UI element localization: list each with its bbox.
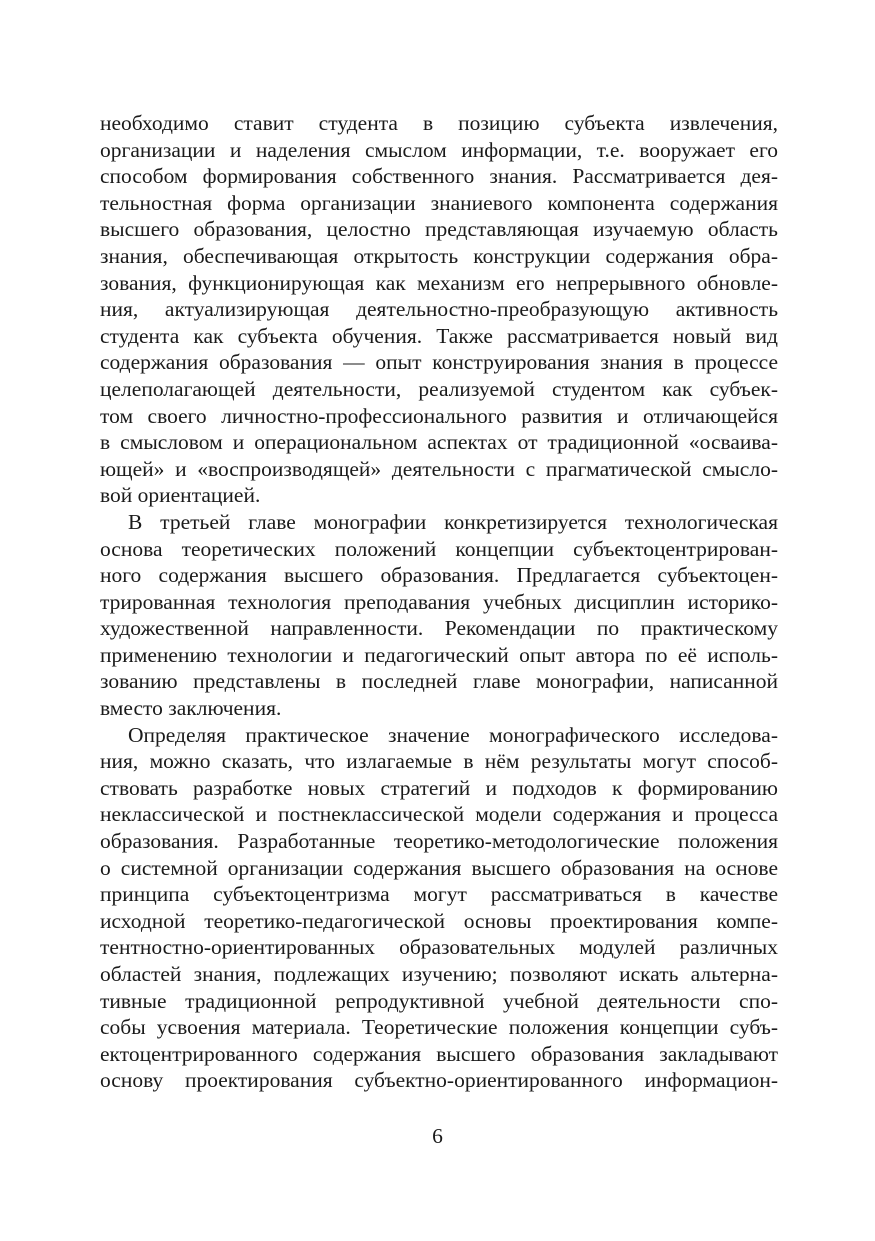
text-line: тентностно-ориентированных образовательных модулей различных xyxy=(100,935,778,960)
text-line: Определяя практическое значение монографического исследова- xyxy=(128,722,778,747)
text-line: собы усвоения материала. Теоретические положения концепции субъ- xyxy=(100,1015,778,1040)
text-line: основа теоретических положений концепции субъектоцентрирован- xyxy=(100,536,778,561)
text-line: зованию представлены в последней главе монографии, написанной xyxy=(100,669,778,694)
text-line: ствовать разработке новых стратегий и подходов к формированию xyxy=(100,775,778,800)
text-line: содержания образования — опыт конструирования знания в процессе xyxy=(100,350,778,375)
text-line: о системной организации содержания высшего образования на основе xyxy=(100,855,778,880)
text-line: целеполагающей деятельности, реализуемой студентом как субъек- xyxy=(100,376,778,401)
text-line: том своего личностно-профессионального развития и отличающейся xyxy=(100,403,778,428)
text-line: областей знания, подлежащих изучению; позволяют искать альтерна- xyxy=(100,962,778,986)
text-line: знания, обеспечивающая открытость конструкции содержания обра- xyxy=(100,243,778,268)
text-line: тивные традиционной репродуктивной учебной деятельности спо- xyxy=(100,988,778,1013)
text-line: ющей» и «воспроизводящей» деятельности с прагматической смысло- xyxy=(100,456,778,481)
text-line: способом формирования собственного знания. Рассматривается дея- xyxy=(100,164,778,189)
paragraph-1 xyxy=(100,110,778,509)
text-line: основу проектирования субъектно-ориентированного информацион- xyxy=(100,1068,778,1093)
text-line: зования, функционирующая как механизм его непрерывного обновле- xyxy=(100,270,778,295)
text-line: необходимо ставит студента в позицию субъекта извлечения, xyxy=(100,111,778,135)
text-line: высшего образования, целостно представляющая изучаемую область xyxy=(100,217,778,242)
text-line: студента как субъекта обучения. Также рассматривается новый вид xyxy=(100,323,778,348)
page-number: 6 xyxy=(432,1124,443,1148)
paragraph-2 xyxy=(100,509,778,722)
text-line: исходной теоретико-педагогической основы проектирования компе- xyxy=(100,908,778,933)
text-line: ния, актуализирующая деятельностно-преобразующую активность xyxy=(100,297,778,322)
text-line: применению технологии и педагогический опыт автора по её исполь- xyxy=(100,642,778,667)
text-line: художественной направленности. Рекомендации по практическому xyxy=(100,616,778,641)
body-text xyxy=(100,110,778,1094)
text-line: ния, можно сказать, что излагаемые в нём результаты могут способ- xyxy=(100,749,778,774)
text-line: организации и наделения смыслом информации, т.е. вооружает его xyxy=(100,137,778,162)
text-line: ектоцентрированного содержания высшего образования закладывают xyxy=(100,1041,778,1066)
text-line: вместо заключения. xyxy=(100,696,282,721)
text-line: в смысловом и операциональном аспектах от традиционной «осваива- xyxy=(100,430,778,455)
text-line: трированная технология преподавания учебных дисциплин историко- xyxy=(100,589,778,614)
text-line: В третьей главе монографии конкретизируется технологическая xyxy=(128,509,778,534)
text-line: образования. Разработанные теоретико-методологические положения xyxy=(100,829,778,854)
text-line: вой ориентацией. xyxy=(100,483,261,508)
text-line: ного содержания высшего образования. Предлагается субъектоцен- xyxy=(100,563,778,588)
text-line: принципа субъектоцентризма могут рассматриваться в качестве xyxy=(100,882,778,907)
text-line: тельностная форма организации знаниевого компонента содержания xyxy=(100,190,778,215)
paragraph-3 xyxy=(100,722,778,1094)
text-line: неклассической и постнеклассической модели содержания и процесса xyxy=(100,802,778,827)
